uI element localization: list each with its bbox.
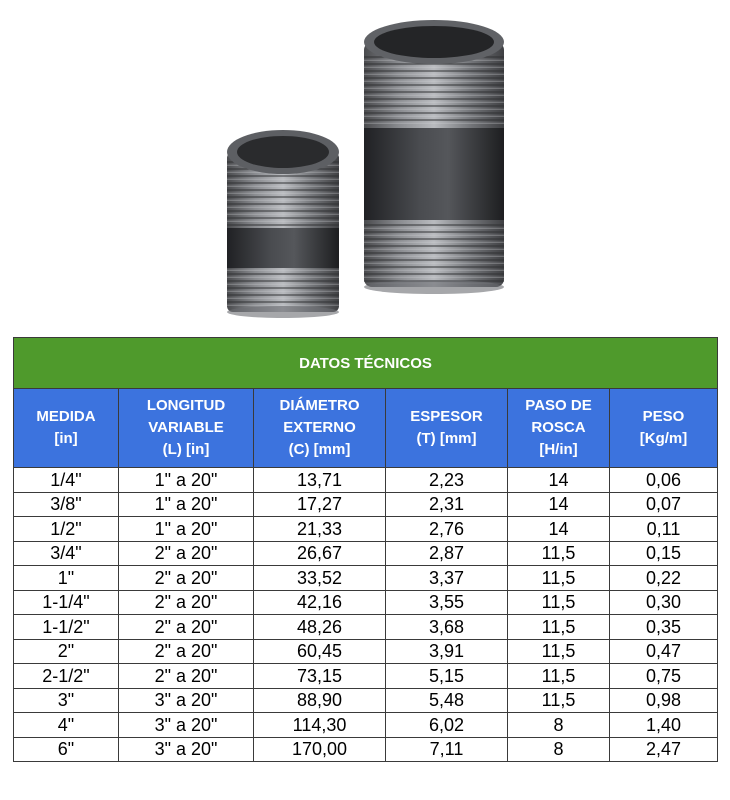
cell-longitud: 2" a 20" xyxy=(119,566,254,591)
cell-diametro: 21,33 xyxy=(254,517,386,542)
cell-paso-rosca: 11,5 xyxy=(508,590,610,615)
cell-longitud: 1" a 20" xyxy=(119,517,254,542)
cell-longitud: 2" a 20" xyxy=(119,541,254,566)
table-title: DATOS TÉCNICOS xyxy=(14,338,718,389)
cell-peso: 1,40 xyxy=(610,713,718,738)
cell-medida: 1/2" xyxy=(14,517,119,542)
cell-paso-rosca: 14 xyxy=(508,492,610,517)
header-line: LONGITUD xyxy=(146,397,226,414)
technical-data-table-container xyxy=(13,337,717,762)
header-line: EXTERNO xyxy=(283,419,356,436)
cell-medida: 3/4" xyxy=(14,541,119,566)
header-line: [Kg/m] xyxy=(639,430,688,447)
cell-diametro: 170,00 xyxy=(254,737,386,762)
table-row xyxy=(14,492,718,517)
cell-longitud: 2" a 20" xyxy=(119,590,254,615)
header-line: PESO xyxy=(642,408,685,425)
cell-longitud: 1" a 20" xyxy=(119,468,254,493)
cell-medida: 2" xyxy=(14,639,119,664)
cell-diametro: 60,45 xyxy=(254,639,386,664)
cell-paso-rosca: 8 xyxy=(508,737,610,762)
cell-longitud: 3" a 20" xyxy=(119,737,254,762)
header-line: PASO DE xyxy=(525,397,592,414)
cell-paso-rosca: 8 xyxy=(508,713,610,738)
cell-paso-rosca: 11,5 xyxy=(508,639,610,664)
header-row xyxy=(14,389,718,468)
cell-paso-rosca: 14 xyxy=(508,517,610,542)
cell-diametro: 17,27 xyxy=(254,492,386,517)
table-row xyxy=(14,468,718,493)
cell-espesor: 6,02 xyxy=(386,713,508,738)
table-row xyxy=(14,688,718,713)
cell-espesor: 5,15 xyxy=(386,664,508,689)
table-row xyxy=(14,664,718,689)
cell-espesor: 2,23 xyxy=(386,468,508,493)
cell-longitud: 2" a 20" xyxy=(119,615,254,640)
cell-peso: 0,47 xyxy=(610,639,718,664)
cell-paso-rosca: 11,5 xyxy=(508,664,610,689)
large-nipple xyxy=(364,20,504,294)
cell-espesor: 3,91 xyxy=(386,639,508,664)
cell-espesor: 3,37 xyxy=(386,566,508,591)
cell-medida: 1-1/4" xyxy=(14,590,119,615)
header-line: DIÁMETRO xyxy=(279,397,360,414)
cell-espesor: 2,31 xyxy=(386,492,508,517)
small-nipple xyxy=(227,130,339,318)
cell-espesor: 2,87 xyxy=(386,541,508,566)
cell-peso: 0,06 xyxy=(610,468,718,493)
cell-paso-rosca: 11,5 xyxy=(508,688,610,713)
table-row xyxy=(14,541,718,566)
pipe-nipples-photo xyxy=(0,0,730,330)
header-longitud xyxy=(119,389,254,468)
cell-peso: 2,47 xyxy=(610,737,718,762)
table-row xyxy=(14,590,718,615)
cell-medida: 3/8" xyxy=(14,492,119,517)
cell-diametro: 13,71 xyxy=(254,468,386,493)
cell-espesor: 7,11 xyxy=(386,737,508,762)
header-medida xyxy=(14,389,119,468)
cell-diametro: 33,52 xyxy=(254,566,386,591)
cell-espesor: 5,48 xyxy=(386,688,508,713)
table-body xyxy=(14,468,718,762)
table-row xyxy=(14,737,718,762)
header-paso-rosca xyxy=(508,389,610,468)
cell-peso: 0,11 xyxy=(610,517,718,542)
table-row xyxy=(14,566,718,591)
table-row xyxy=(14,639,718,664)
cell-peso: 0,30 xyxy=(610,590,718,615)
table-row xyxy=(14,517,718,542)
header-line: VARIABLE xyxy=(148,419,224,436)
cell-medida: 1/4" xyxy=(14,468,119,493)
cell-paso-rosca: 11,5 xyxy=(508,615,610,640)
technical-data-table xyxy=(13,337,718,762)
header-line: ROSCA xyxy=(531,419,586,436)
cell-espesor: 3,55 xyxy=(386,590,508,615)
cell-diametro: 26,67 xyxy=(254,541,386,566)
table-row xyxy=(14,713,718,738)
header-line: (T) [mm] xyxy=(416,430,477,447)
cell-peso: 0,98 xyxy=(610,688,718,713)
cell-longitud: 3" a 20" xyxy=(119,688,254,713)
cell-paso-rosca: 11,5 xyxy=(508,541,610,566)
cell-peso: 0,75 xyxy=(610,664,718,689)
cell-medida: 3" xyxy=(14,688,119,713)
cell-paso-rosca: 14 xyxy=(508,468,610,493)
header-line: [H/in] xyxy=(539,441,578,458)
cell-diametro: 73,15 xyxy=(254,664,386,689)
cell-diametro: 114,30 xyxy=(254,713,386,738)
cell-medida: 1" xyxy=(14,566,119,591)
header-peso xyxy=(610,389,718,468)
header-line: (L) [in] xyxy=(162,441,210,458)
header-diametro xyxy=(254,389,386,468)
cell-diametro: 42,16 xyxy=(254,590,386,615)
cell-longitud: 2" a 20" xyxy=(119,639,254,664)
cell-espesor: 2,76 xyxy=(386,517,508,542)
header-line: MEDIDA xyxy=(36,408,96,425)
cell-medida: 2-1/2" xyxy=(14,664,119,689)
header-line: [in] xyxy=(54,430,78,447)
cell-medida: 1-1/2" xyxy=(14,615,119,640)
cell-medida: 6" xyxy=(14,737,119,762)
header-line: (C) [mm] xyxy=(288,441,351,458)
cell-longitud: 2" a 20" xyxy=(119,664,254,689)
table-row xyxy=(14,615,718,640)
cell-espesor: 3,68 xyxy=(386,615,508,640)
cell-peso: 0,15 xyxy=(610,541,718,566)
cell-peso: 0,35 xyxy=(610,615,718,640)
cell-diametro: 88,90 xyxy=(254,688,386,713)
cell-longitud: 3" a 20" xyxy=(119,713,254,738)
cell-peso: 0,22 xyxy=(610,566,718,591)
cell-medida: 4" xyxy=(14,713,119,738)
cell-paso-rosca: 11,5 xyxy=(508,566,610,591)
cell-longitud: 1" a 20" xyxy=(119,492,254,517)
header-espesor xyxy=(386,389,508,468)
cell-peso: 0,07 xyxy=(610,492,718,517)
header-line: ESPESOR xyxy=(410,408,483,425)
cell-diametro: 48,26 xyxy=(254,615,386,640)
